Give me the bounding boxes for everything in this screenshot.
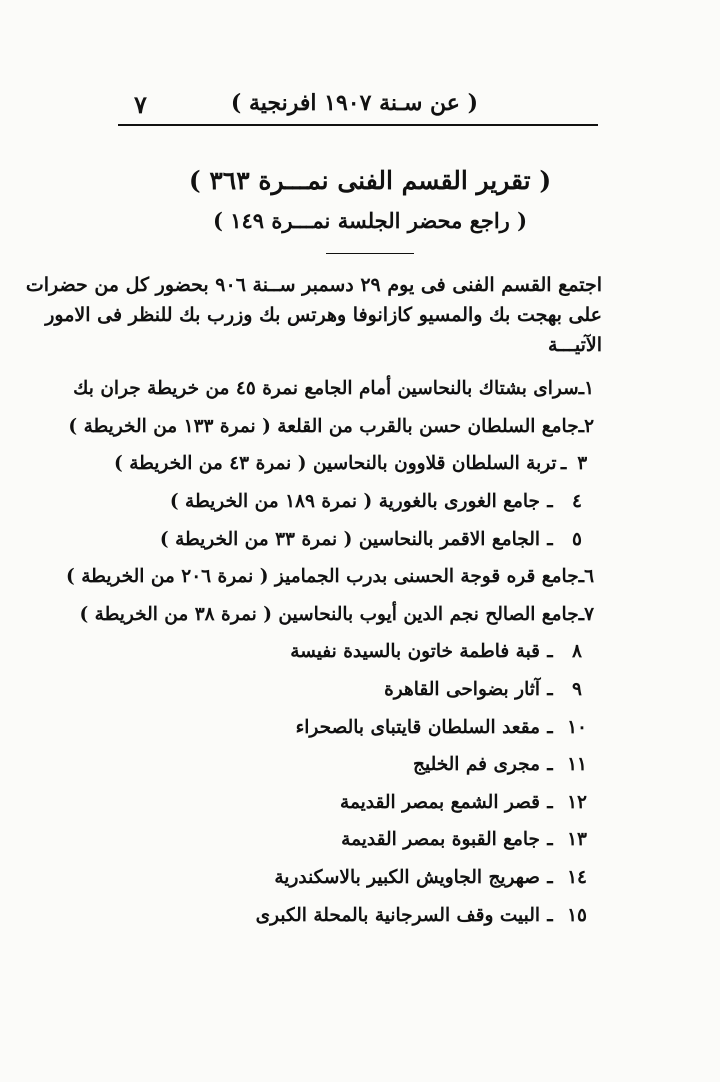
item-text: جامع قره قوجة الحسنى بدرب الجماميز ( نمرة ٢٠٦ من الخريطة ) bbox=[66, 566, 579, 588]
item-dash: ـ bbox=[578, 566, 585, 588]
list-item bbox=[114, 671, 594, 709]
item-number: ٩ bbox=[572, 679, 582, 701]
item-number: ٦ bbox=[584, 566, 594, 588]
list-item bbox=[114, 821, 594, 859]
item-dash: ـ bbox=[547, 754, 553, 776]
report-subtitle: ( راجع محضر الجلسة نمـــرة ١٤٩ ) bbox=[212, 208, 528, 233]
title-divider bbox=[326, 253, 414, 254]
item-number: ٢ bbox=[584, 415, 594, 437]
list-item bbox=[114, 708, 594, 746]
item-number: ١١ bbox=[567, 754, 587, 776]
item-text: مقعد السلطان قايتباى بالصحراء bbox=[295, 716, 540, 738]
item-number: ١٢ bbox=[567, 791, 587, 813]
item-number: ١٤ bbox=[567, 867, 587, 889]
item-dash: ـ bbox=[547, 904, 553, 926]
item-dash: ـ bbox=[578, 603, 585, 625]
report-title: ( تقرير القسم الفنى نمـــرة ٣٦٣ ) bbox=[188, 166, 552, 195]
item-number: ١٥ bbox=[567, 904, 587, 926]
item-dash: ـ bbox=[547, 528, 553, 550]
list-item bbox=[73, 370, 594, 408]
item-text: الجامع الاقمر بالنحاسين ( نمرة ٣٣ من الخريطة ) bbox=[159, 528, 540, 550]
intro-paragraph bbox=[25, 270, 602, 360]
item-text: قبة فاطمة خاتون بالسيدة نفيسة bbox=[290, 641, 540, 663]
item-text: مجرى فم الخليج bbox=[413, 754, 540, 776]
item-dash: ـ bbox=[547, 867, 553, 889]
item-dash: ـ bbox=[547, 716, 553, 738]
item-dash: ـ bbox=[578, 415, 585, 437]
item-text: قصر الشمع بمصر القديمة bbox=[340, 791, 540, 813]
page-number: ٧ bbox=[134, 90, 147, 119]
item-number: ٤ bbox=[572, 491, 582, 513]
list-item bbox=[66, 558, 594, 596]
item-dash: ـ bbox=[560, 453, 567, 475]
list-item bbox=[114, 483, 594, 521]
item-text: جامع الغورى بالغورية ( نمرة ١٨٩ من الخريطة ) bbox=[169, 491, 540, 513]
item-number: ٥ bbox=[572, 528, 582, 550]
header-rule bbox=[118, 124, 598, 126]
item-number: ٨ bbox=[572, 641, 582, 663]
intro-line-1: اجتمع القسم الفنى فى يوم ٢٩ دسمبر ســنة ٩٠٦ بحضور كل من حضرات bbox=[25, 274, 602, 296]
item-dash: ـ bbox=[547, 491, 553, 513]
item-text: تربة السلطان قلاوون بالنحاسين ( نمرة ٤٣ من الخريطة ) bbox=[114, 453, 557, 475]
item-dash: ـ bbox=[547, 679, 553, 701]
item-text: آثار بضواحى القاهرة bbox=[384, 679, 540, 701]
list-item bbox=[79, 596, 594, 634]
running-head: ( عن سـنة ١٩٠٧ افرنجية ) bbox=[230, 90, 478, 116]
list-item bbox=[114, 896, 594, 934]
intro-line-2: على بهجت بك والمسيو كازانوفا وهرتس بك وزرب بك للنظر فى الامور bbox=[45, 304, 602, 326]
item-text: البيت وقف السرجانية بالمحلة الكبرى bbox=[255, 904, 540, 926]
item-text: جامع القبوة بمصر القديمة bbox=[341, 829, 540, 851]
list-item bbox=[114, 633, 594, 671]
list-item bbox=[68, 408, 594, 446]
page-header bbox=[118, 88, 598, 124]
list-item bbox=[114, 746, 594, 784]
item-text: سراى بشتاك بالنحاسين أمام الجامع نمرة ٤٥ من خريطة جران بك bbox=[73, 378, 579, 400]
intro-line-3: الآتيـــة bbox=[547, 334, 602, 356]
list-item bbox=[114, 445, 594, 483]
item-text: جامع الصالح نجم الدين أيوب بالنحاسين ( نمرة ٣٨ من الخريطة ) bbox=[79, 603, 579, 625]
item-text: جامع السلطان حسن بالقرب من القلعة ( نمرة ١٣٣ من الخريطة ) bbox=[68, 415, 579, 437]
item-dash: ـ bbox=[547, 791, 553, 813]
list-item bbox=[114, 784, 594, 822]
item-number: ١ bbox=[584, 378, 594, 400]
item-text: صهريج الجاويش الكبير بالاسكندرية bbox=[274, 867, 540, 889]
item-number: ١٠ bbox=[567, 716, 587, 738]
list-item bbox=[114, 520, 594, 558]
item-dash: ـ bbox=[578, 378, 585, 400]
item-number: ١٣ bbox=[567, 829, 587, 851]
item-number: ٧ bbox=[584, 603, 594, 625]
list-item bbox=[114, 859, 594, 897]
item-number: ٣ bbox=[577, 453, 588, 475]
monument-list bbox=[66, 370, 594, 934]
item-dash: ـ bbox=[547, 641, 553, 663]
item-dash: ـ bbox=[547, 829, 553, 851]
